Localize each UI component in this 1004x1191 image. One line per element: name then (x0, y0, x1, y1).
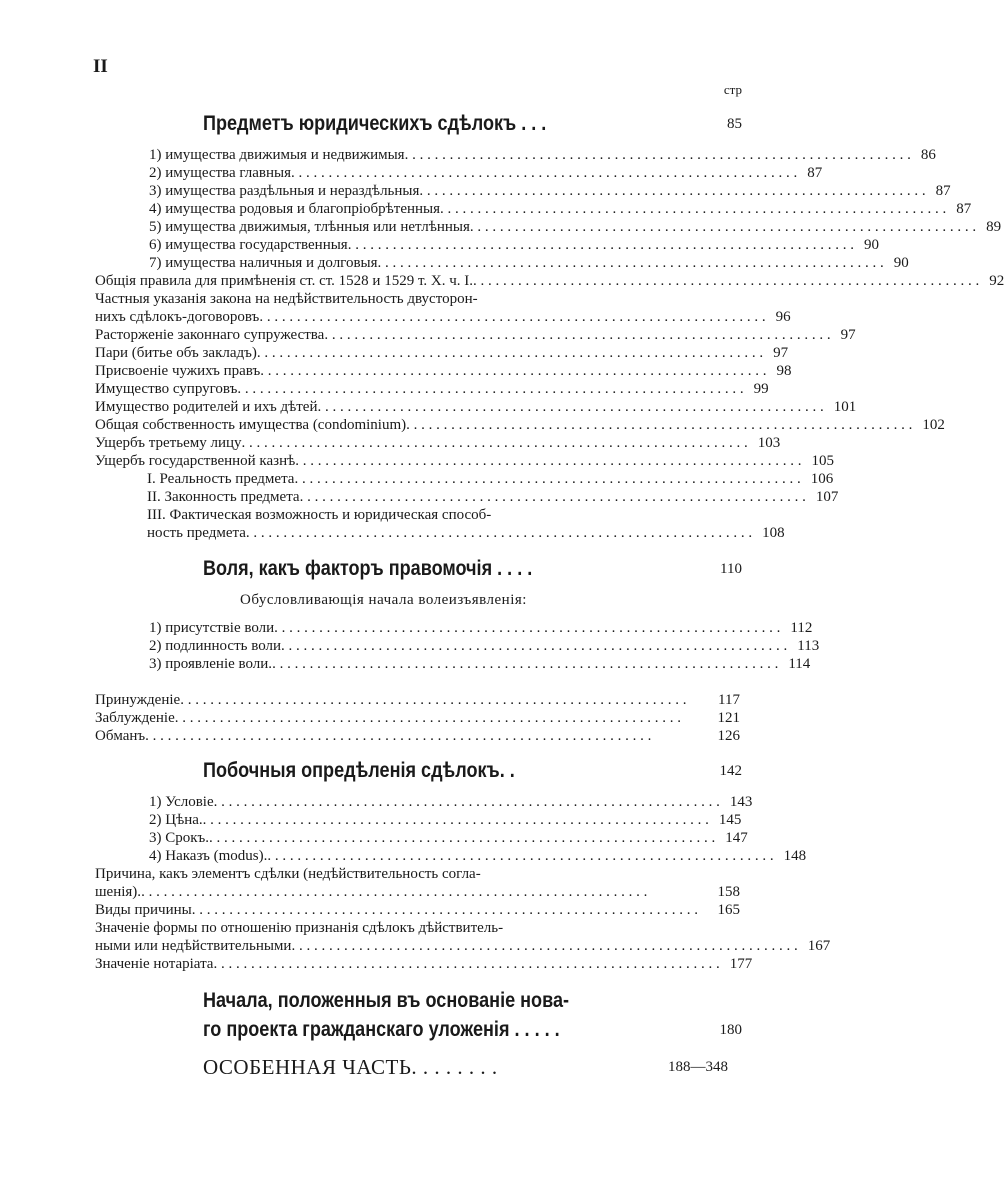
toc-entry (95, 619, 813, 637)
section-page: 110 (720, 561, 742, 577)
toc-entry-page: 99 (753, 381, 769, 397)
toc-entry-text: 1) Условіе (149, 794, 214, 810)
toc-entry (95, 218, 1002, 236)
toc-entry (95, 452, 834, 470)
section-heading: Воля, какъ факторъ правомочія . . . . (203, 557, 533, 580)
toc-entry-text: Ущербъ третьему лицу (95, 435, 242, 451)
toc-entry-page: 114 (788, 656, 811, 672)
dot-leader: . . . . . . . . . . . . . . . . . . . . . . . . . . . . . . . . . . . . . . . . . . . . . . . . . . . . . . . . . . . . . . . . . . . . (202, 812, 709, 828)
toc-entry (95, 470, 834, 488)
toc-entry-page: 113 (797, 638, 820, 654)
toc-entry-text: 4) имущества родовыя и благопріобрѣтенныя (149, 201, 441, 217)
toc-entry-text: Причина, какъ элементъ сдѣлки (недѣйствительность согла- (95, 866, 481, 882)
toc-entry-continuation (95, 308, 791, 326)
section-page: 142 (719, 763, 742, 779)
toc-entry (95, 362, 792, 380)
toc-entry-page: 147 (725, 830, 748, 846)
toc-entry-page: 97 (840, 327, 856, 343)
toc-entry-continuation (95, 524, 785, 542)
toc-entry-text: Общія правила для примѣненія ст. ст. 1528 и 1529 т. X. ч. I. (95, 273, 474, 289)
toc-entry-page: 106 (810, 471, 834, 487)
toc-entry (95, 727, 740, 745)
toc-entry-page: 90 (893, 255, 909, 271)
toc-entry-page: 143 (729, 794, 753, 810)
toc-entry (95, 164, 823, 182)
dot-leader: . . . . . . . . . . . . . . . . . . . . . . . . . . . . . . . . . . . . . . . . . . . . . . . . . . . . . . . . . . . . . . . . . . . . (259, 309, 766, 325)
toc-entry-text: 2) подлинность воли (149, 638, 282, 654)
toc-entry-text: II. Законность предмета (147, 489, 300, 505)
toc-entry-page: 121 (717, 710, 740, 726)
toc-entry-continuation (95, 883, 740, 901)
section-heading: го проекта гражданскаго уложенія . . . . . (203, 1018, 560, 1041)
toc-entry-page: 102 (922, 417, 945, 433)
toc-entry (95, 290, 740, 308)
toc-entry-page: 89 (986, 219, 1002, 235)
dot-leader: . . . . . . . . . . . . . . . . . . . . . . . . . . . . . . . . . . . . . . . . . . . . . . . . . . . . . . . . . . . . . . . . . . . . (295, 453, 802, 469)
toc-entry (95, 847, 807, 865)
toc-entry (95, 865, 740, 883)
section-heading: Побочныя опредѣленія сдѣлокъ. . (203, 759, 515, 782)
toc-entry-continuation (95, 937, 831, 955)
section-heading: Начала, положенныя въ основаніе нова- (203, 989, 570, 1012)
section-page: 180 (719, 1022, 742, 1038)
dot-leader: . . . . . . . . . . . . . . . . . . . . . . . . . . . . . . . . . . . . . . . . . . . . . . . . . . . . . . . . . . . . . . . . . . . . (377, 255, 884, 271)
toc-entry-page: 148 (783, 848, 807, 864)
toc-entry-text: 2) Цѣна. (149, 812, 203, 828)
dot-leader: . . . . . . . . . . . . . . . . . . . . . . . . . . . . . . . . . . . . . . . . . . . . . . . . . . . . . . . . . . . . . . . . . . . . (213, 956, 720, 972)
toc-entry-page: 87 (956, 201, 972, 217)
dot-leader: . . . . . . . . . . . . . . . . . . . . . . . . . . . . . . . . . . . . . . . . . . . . . . . . . . . . . . . . . . . . . . . . . . . . (267, 848, 774, 864)
toc-entry-text: Значеніе нотаріата (95, 956, 214, 972)
toc-entry (95, 955, 753, 973)
toc-entry-text: Ущербъ государственной казнѣ (95, 453, 296, 469)
toc-entry (95, 637, 820, 655)
toc-entry (95, 380, 769, 398)
column-header: стр (723, 82, 742, 97)
toc-entry (95, 919, 740, 937)
dot-leader: . . . . . . . . . . . . . . . . . . . . . . . . . . . . . . . . . . . . . . . . . . . . . . . . . . . . . . . . . . . . . . . . . . . . (274, 620, 781, 636)
dot-leader: . . . . . . . . . . . . . . . . . . . . . . . . . . . . . . . . . . . . . . . . . . . . . . . . . . . . . . . . . . . . . . . . . . . . (145, 728, 652, 744)
page-number: II (93, 56, 108, 77)
dot-leader: . . . . . . . . . . . . . . . . . . . . . . . . . . . . . . . . . . . . . . . . . . . . . . . . . . . . . . . . . . . . . . . . . . . . (291, 938, 798, 954)
toc-entry-page: 158 (717, 884, 740, 900)
dot-leader: . . . . . . . . . . . . . . . . . . . . . . . . . . . . . . . . . . . . . . . . . . . . . . . . . . . . . . . . . . . . . . . . . . . . (245, 525, 753, 541)
dot-leader: . . . . . . . . . . . . . . . . . . . . . . . . . . . . . . . . . . . . . . . . . . . . . . . . . . . . . . . . . . . . . . . . . . . . (241, 435, 748, 451)
toc-entry-text: I. Реальность предмета (147, 471, 295, 487)
toc-entry-text: 1) присутствіе воли (149, 620, 275, 636)
toc-entry (95, 254, 909, 272)
toc-entry (95, 691, 740, 709)
section-heading: Предметъ юридическихъ сдѣлокъ . . . (203, 112, 547, 135)
dot-leader: . . . . . . . . . . . . . . . . . . . . . . . . . . . . . . . . . . . . . . . . . . . . . . . . . . . . . . . . . . . . . . . . . . . . (406, 417, 913, 433)
toc-entry (95, 416, 945, 434)
toc-entry-text: Присвоеніе чужихъ правъ (95, 363, 261, 379)
dot-leader: . . . . . . . . . . . . . . . . . . . . . . . . . . . . . . . . . . . . . . . . . . . . . . . . . . . . . . . . . . . . . . . . . . . . (404, 147, 911, 163)
toc-entry (95, 811, 740, 829)
dot-leader: . . . . . . . . . . . . . . . . . . . . . . . . . . . . . . . . . . . . . . . . . . . . . . . . . . . . . . . . . . . . . . . . . . . . (347, 237, 854, 253)
dot-leader: . . . . . . . . . . . . . . . . . . . . . . . . . . . . . . . . . . . . . . . . . . . . . . . . . . . . . . . . . . . . . . . . . . . . (324, 327, 831, 343)
toc-entry-text: Имущество родителей и ихъ дѣтей (95, 399, 318, 415)
dot-leader: . . . . . . . . . . . . . . . . . . . . . . . . . . . . . . . . . . . . . . . . . . . . . . . . . . . . . . . . . . . . . . . . . . . . (440, 201, 947, 217)
toc-entry-page: 105 (811, 453, 834, 469)
dot-leader: . . . . . . . . . . . . . . . . . . . . . . . . . . . . . . . . . . . . . . . . . . . . . . . . . . . . . . . . . . . . . . . . . . . . (260, 363, 767, 379)
toc-entry (95, 272, 1004, 290)
toc-entry-text: Частныя указанія закона на недѣйствительность двусторон- (95, 291, 478, 307)
toc-entry (95, 326, 856, 344)
toc-entry-text: ными или недѣйствительными (95, 938, 292, 954)
toc-entry-text: Принужденіе (95, 692, 181, 708)
toc-entry-text: шенія). (95, 884, 142, 900)
subheading: Обусловливающія начала волеизъявленія: (240, 592, 527, 608)
toc-entry-page: 97 (773, 345, 789, 361)
toc-entry-text: III. Фактическая возможность и юридическая способ- (147, 507, 492, 523)
toc-entry (95, 506, 740, 524)
toc-entry (95, 901, 740, 919)
toc-entry-page: 108 (762, 525, 785, 541)
toc-entry-text: ность предмета (147, 525, 246, 541)
toc-entry-page: 126 (717, 728, 740, 744)
section-page: 85 (727, 116, 742, 132)
dot-leader: . . . . . . . . . . . . . . . . . . . . . . . . . . . . . . . . . . . . . . . . . . . . . . . . . . . . . . . . . . . . . . . . . . . . (191, 902, 698, 918)
toc-entry (95, 434, 781, 452)
toc-entry-page: 103 (757, 435, 781, 451)
toc-entry-text: 3) Срокъ. (149, 830, 210, 846)
dot-leader: . . . . . . . . . . . . . . . . . . . . . . . . . . . . . . . . . . . . . . . . . . . . . . . . . . . . . . . . . . . . . . . . . . . . (213, 794, 720, 810)
dot-leader: . . . . . . . . . . . . . . . . . . . . . . . . . . . . . . . . . . . . . . . . . . . . . . . . . . . . . . . . . . . . . . . . . . . . (419, 183, 926, 199)
toc-entry-page: 107 (815, 489, 839, 505)
dot-leader: . . . . . . . . . . . . . . . . . . . . . . . . . . . . . . . . . . . . . . . . . . . . . . . . . . . . . . . . . . . . . . . . . . . . (141, 884, 648, 900)
dot-leader: . . . . . . . . . . . . . . . . . . . . . . . . . . . . . . . . . . . . . . . . . . . . . . . . . . . . . . . . . . . . . . . . . . . . (180, 692, 687, 708)
dot-leader: . . . . . . . . . . . . . . . . . . . . . . . . . . . . . . . . . . . . . . . . . . . . . . . . . . . . . . . . . . . . . . . . . . . . (294, 471, 801, 487)
toc-entry-text: 3) имущества раздѣльныя и нераздѣльныя (149, 183, 420, 199)
toc-entry (95, 488, 839, 506)
toc-entry-text: 4) Наказъ (modus). (149, 848, 268, 864)
toc-entry-text: Заблужденіе (95, 710, 175, 726)
dot-leader: . . . . . . . . . . . . . . . . . . . . . . . . . . . . . . . . . . . . . . . . . . . . . . . . . . . . . . . . . . . . . . . . . . . . (281, 638, 788, 654)
dot-leader: . . . . . . . . . . . . . . . . . . . . . . . . . . . . . . . . . . . . . . . . . . . . . . . . . . . . . . . . . . . . . . . . . . . . (174, 710, 681, 726)
toc-entry-text: Значеніе формы по отношенію признанія сдѣлокъ дѣйствитель- (95, 920, 504, 936)
special-part-pages: 188—348 (668, 1059, 728, 1075)
toc-entry-page: 86 (920, 147, 936, 163)
toc-entry-text: Расторженіе законнаго супружества (95, 327, 325, 343)
toc-entry (95, 146, 936, 164)
toc-entry (95, 709, 740, 727)
toc-entry-text: 7) имущества наличныя и долговыя (149, 255, 378, 271)
dot-leader: . . . . . . . . . . . . . . . . . . . . . . . . . . . . . . . . . . . . . . . . . . . . . . . . . . . . . . . . . . . . . . . . . . . . (299, 489, 806, 505)
toc-entry-page: 117 (718, 692, 740, 708)
dot-leader: . . . . . . . . . . . . . . . . . . . . . . . . . . . . . . . . . . . . . . . . . . . . . . . . . . . . . . . . . . . . . . . . . . . . (272, 656, 779, 672)
dot-leader: . . . . . . . . . . . . . . . . . . . . . . . . . . . . . . . . . . . . . . . . . . . . . . . . . . . . . . . . . . . . . . . . . . . . (209, 830, 716, 846)
toc-entry-text: 2) имущества главныя (149, 165, 291, 181)
toc-entry-page: 98 (776, 363, 792, 379)
dot-leader: . . . . . . . . . . . . . . . . . . . . . . . . . . . . . . . . . . . . . . . . . . . . . . . . . . . . . . . . . . . . . . . . . . . . (473, 273, 980, 289)
toc-entry-text: 3) проявленіе воли. (149, 656, 273, 672)
toc-entry-text: 1) имущества движимыя и недвижимыя (149, 147, 405, 163)
dot-leader: . . . . . . . . . . . . . . . . . . . . . . . . . . . . . . . . . . . . . . . . . . . . . . . . . . . . . . . . . . . . . . . . . . . . (317, 399, 824, 415)
toc-entry (95, 655, 811, 673)
toc-entry (95, 829, 748, 847)
toc-entry-page: 145 (718, 812, 742, 828)
dot-leader: . . . . . . . . . . . . . . . . . . . . . . . . . . . . . . . . . . . . . . . . . . . . . . . . . . . . . . . . . . . . . . . . . . . . (237, 381, 744, 397)
toc-entry-page: 90 (863, 237, 879, 253)
toc-entry-text: 6) имущества государственныя (149, 237, 348, 253)
toc-entry-page: 165 (717, 902, 740, 918)
toc-entry (95, 793, 753, 811)
toc-entry-text: нихъ сдѣлокъ-договоровъ (95, 309, 260, 325)
toc-entry-page: 87 (807, 165, 823, 181)
toc-entry-text: Имущество супруговъ (95, 381, 238, 397)
toc-entry-page: 177 (729, 956, 753, 972)
toc-entry (95, 200, 972, 218)
toc-entry-page: 92 (989, 273, 1004, 289)
toc-entry-page: 87 (935, 183, 951, 199)
toc-entry-text: 5) имущества движимыя, тлѣнныя или нетлѣнныя (149, 219, 470, 235)
toc-entry-page: 112 (790, 620, 813, 636)
toc-entry-page: 96 (775, 309, 791, 325)
toc-entry (95, 236, 879, 254)
special-part-title: ОСОБЕННАЯ ЧАСТЬ. . . . . . . . (203, 1055, 498, 1079)
toc-entry (95, 398, 857, 416)
toc-entry-text: Обманъ (95, 728, 146, 744)
toc-entry-text: Виды причины (95, 902, 192, 918)
toc-entry-text: Пари (битье объ закладъ) (95, 345, 257, 361)
toc-entry (95, 344, 789, 362)
dot-leader: . . . . . . . . . . . . . . . . . . . . . . . . . . . . . . . . . . . . . . . . . . . . . . . . . . . . . . . . . . . . . . . . . . . . (469, 219, 977, 235)
dot-leader: . . . . . . . . . . . . . . . . . . . . . . . . . . . . . . . . . . . . . . . . . . . . . . . . . . . . . . . . . . . . . . . . . . . . (256, 345, 764, 361)
toc-entry-page: 167 (807, 938, 831, 954)
toc-entry-text: Общая собственность имущества (condominium) (95, 417, 407, 433)
toc-entry (95, 182, 951, 200)
dot-leader: . . . . . . . . . . . . . . . . . . . . . . . . . . . . . . . . . . . . . . . . . . . . . . . . . . . . . . . . . . . . . . . . . . . . (290, 165, 798, 181)
toc-entry-page: 101 (833, 399, 857, 415)
